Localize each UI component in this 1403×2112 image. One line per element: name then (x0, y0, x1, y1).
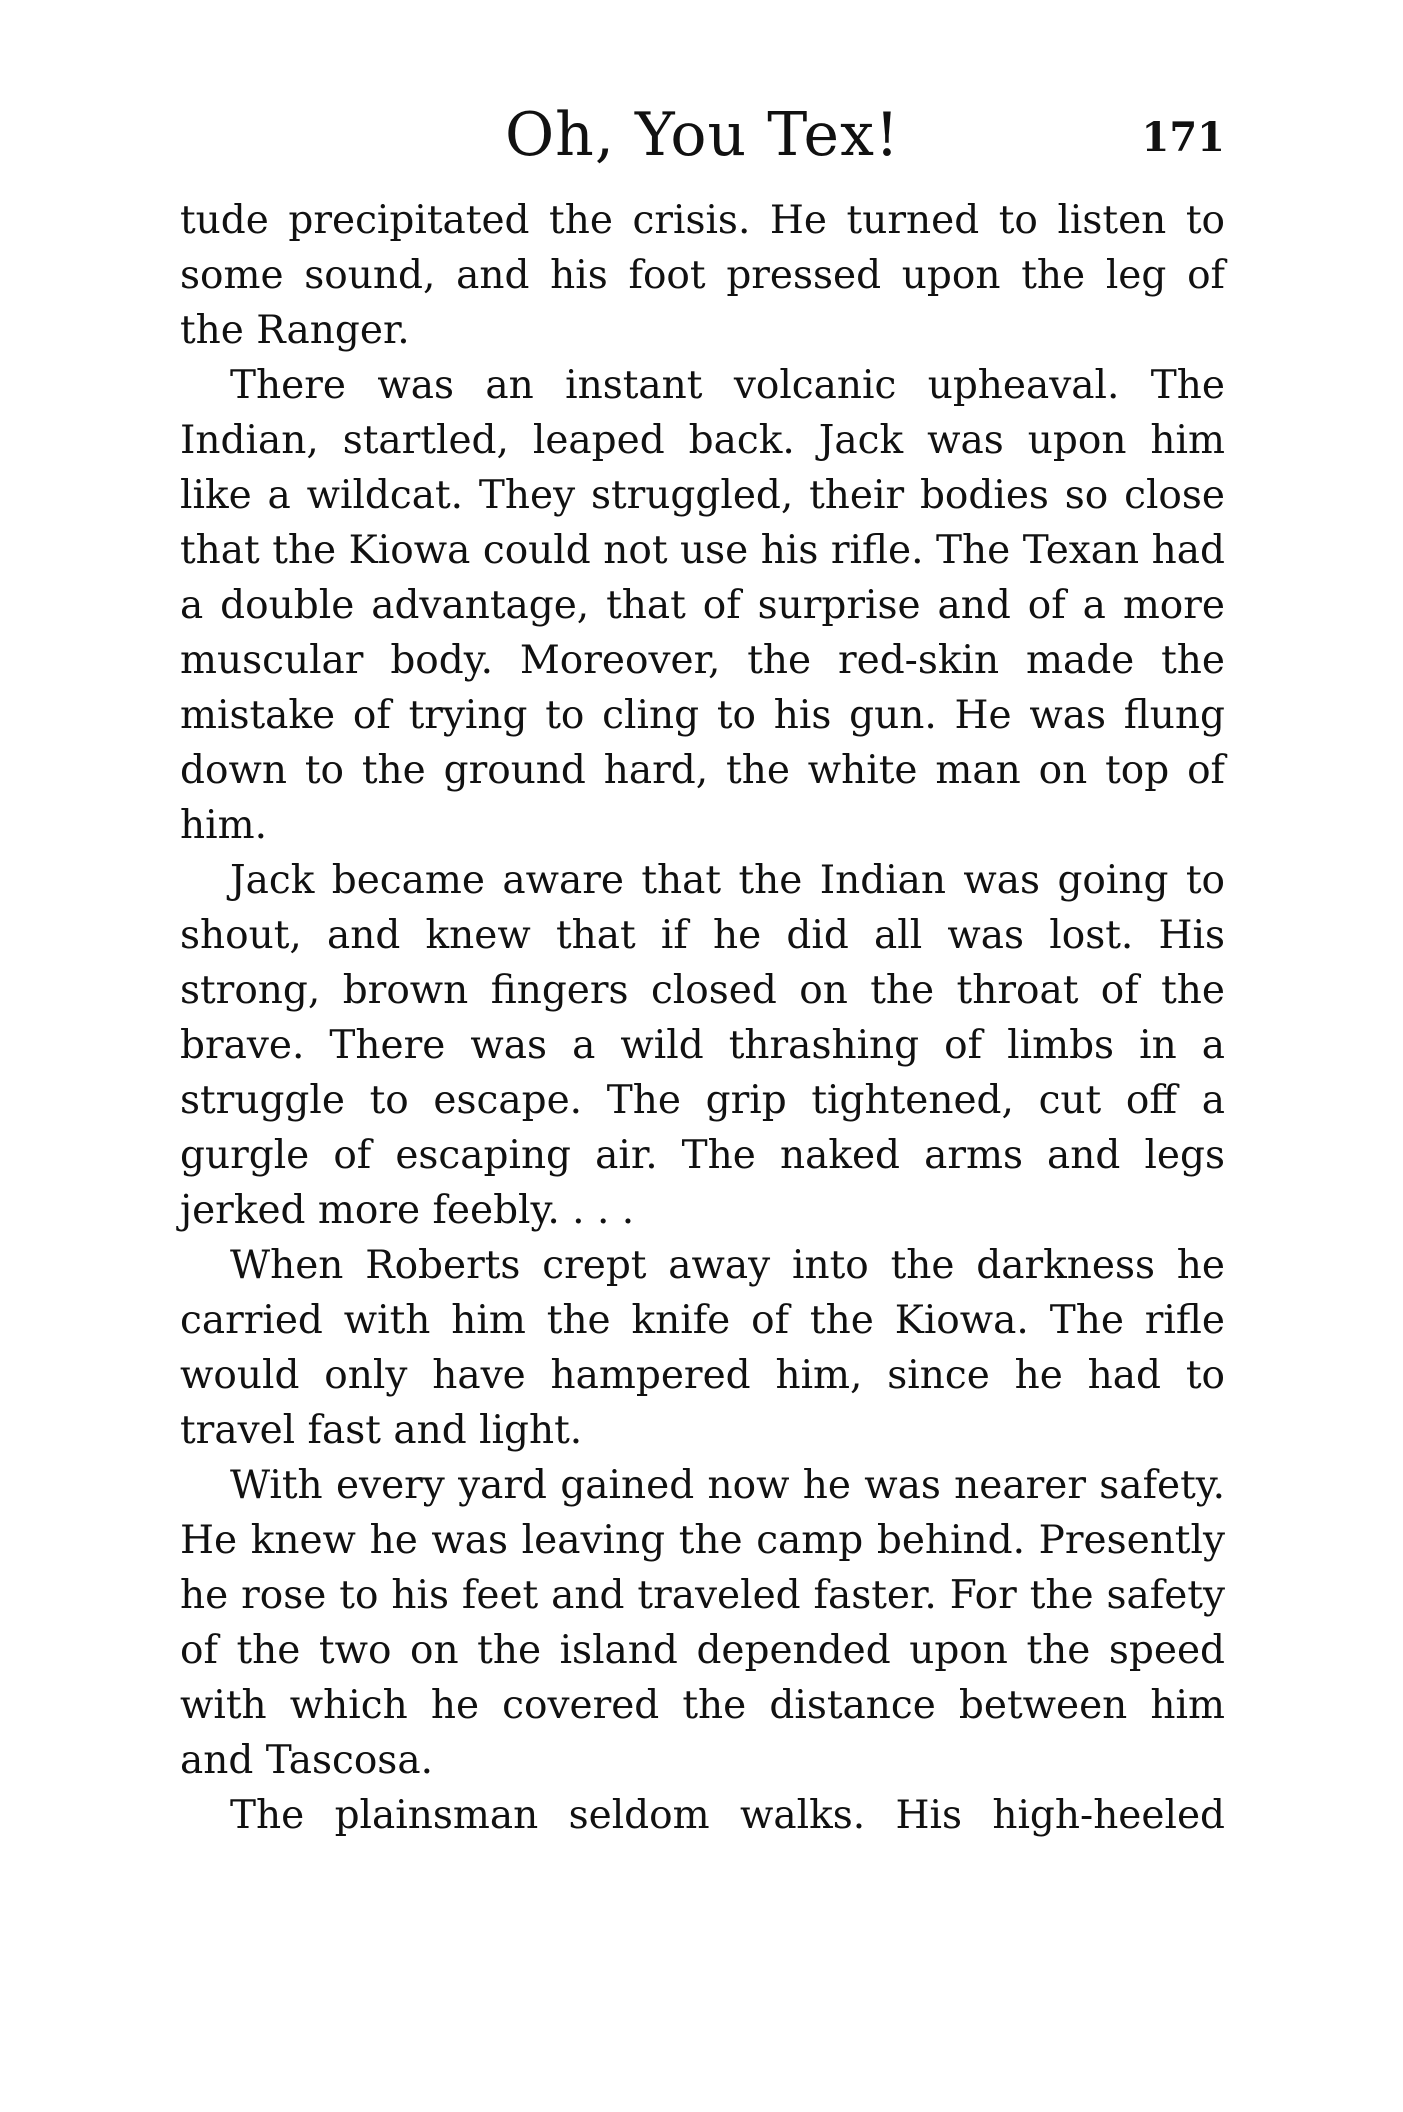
page-header (180, 100, 1225, 180)
paragraph: tude precipitated the crisis. He turned to listen to some sound, and his foot pressed upon the leg of the Ranger. (180, 198, 1225, 353)
paragraph: With every yard gained now he was nearer safety. He knew he was leaving the camp behind. Presently he rose to his feet and traveled faster. For the safety of the two on the island depended upon the speed with which he covered the distance between him and Tascosa. (180, 1463, 1225, 1783)
paragraph: Jack became aware that the Indian was going to shout, and knew that if he did all was lost. His strong, brown fingers closed on the throat of the brave. There was a wild thrashing of limbs in a struggle to escape. The grip tightened, cut off a gurgle of escaping air. The naked arms and legs jerked more feebly. . . . (180, 858, 1225, 1233)
running-title: Oh, You Tex! (504, 100, 901, 170)
paragraph: The plainsman seldom walks. His high-heeled (230, 1793, 1225, 1838)
body-text (180, 193, 1225, 1843)
paragraph: There was an instant volcanic upheaval. The Indian, startled, leaped back. Jack was upon him like a wildcat. They struggled, their bodies so close that the Kiowa could not use his rifle. The Texan had a double advantage, that of surprise and of a more muscular body. Moreover, the red-skin made the mistake of trying to cling to his gun. He was flung down to the ground hard, the white man on top of him. (180, 363, 1225, 848)
paragraph: When Roberts crept away into the darkness he carried with him the knife of the Kiowa. The rifle would only have hampered him, since he had to travel fast and light. (180, 1243, 1225, 1453)
page-number: 171 (1141, 114, 1225, 161)
